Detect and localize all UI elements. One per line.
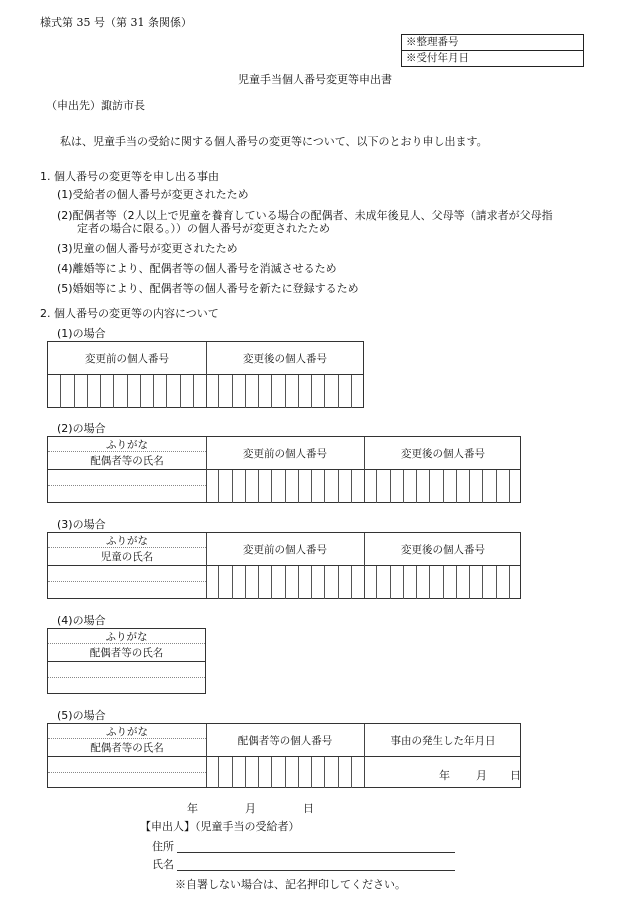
applicant-heading: 【申出人】（児童手当の受給者） <box>140 820 300 833</box>
case2-table <box>47 436 521 503</box>
footer-day-label: 日 <box>303 802 314 815</box>
case3-before-header: 変更前の個人番号 <box>243 543 327 556</box>
document-title: 児童手当個人番号変更等申出書 <box>238 73 392 86</box>
case3-after-header: 変更後の個人番号 <box>401 543 485 556</box>
case4-name-input[interactable] <box>48 678 205 694</box>
reason-item-5: (5)婚姻等により、配偶者等の個人番号を新たに登録するため <box>57 282 359 295</box>
case1-before-number-boxes[interactable] <box>48 375 206 408</box>
case3-name-header: 児童の氏名 <box>100 551 154 563</box>
case2-furigana-header: ふりがな <box>106 438 148 451</box>
case2-furigana-input[interactable] <box>48 470 206 485</box>
form-number: 様式第 35 号（第 31 条関係） <box>40 16 192 29</box>
case3-furigana-input[interactable] <box>48 566 206 581</box>
case5-number-boxes[interactable] <box>206 757 364 788</box>
case4-furigana-header: ふりがな <box>105 630 148 643</box>
case5-table <box>47 723 521 788</box>
case5-month-label: 月 <box>476 769 487 782</box>
name-label: 氏名 <box>152 858 174 871</box>
case5-furigana-header: ふりがな <box>106 725 148 738</box>
reason-item-1: (1)受給者の個人番号が変更されたため <box>57 188 249 201</box>
case5-furigana-input[interactable] <box>48 757 206 772</box>
case3-table <box>47 532 521 599</box>
case3-after-number-boxes[interactable] <box>364 566 522 599</box>
section1-heading: 1. 個人番号の変更等を申し出る事由 <box>40 170 219 183</box>
reason-item-3: (3)児童の個人番号が変更されたため <box>57 242 238 255</box>
signature-note: ※自署しない場合は、記名押印してください。 <box>175 878 406 891</box>
case5-date-header: 事由の発生した年月日 <box>390 734 496 747</box>
reason-item-2-continued: 定者の場合に限る。））の個人番号が変更されたため <box>77 222 330 235</box>
footer-year-label: 年 <box>187 802 198 815</box>
office-use-box <box>401 34 584 67</box>
case3-furigana-header: ふりがな <box>106 534 148 547</box>
case1-before-header: 変更前の個人番号 <box>85 352 169 365</box>
case1-label: (1)の場合 <box>57 327 106 340</box>
case3-before-number-boxes[interactable] <box>206 566 364 599</box>
case2-name-header: 配偶者等の氏名 <box>90 455 164 467</box>
name-input-line[interactable] <box>177 870 455 871</box>
case3-label: (3)の場合 <box>57 518 106 531</box>
case4-label: (4)の場合 <box>57 614 106 627</box>
addressee: （申出先）諏訪市長 <box>46 99 145 112</box>
intro-text: 私は、児童手当の受給に関する個人番号の変更等について、以下のとおり申し出ます。 <box>60 135 488 148</box>
address-input-line[interactable] <box>177 852 455 853</box>
case3-name-input[interactable] <box>48 582 206 599</box>
case5-year-label: 年 <box>439 769 450 782</box>
case2-name-input[interactable] <box>48 486 206 503</box>
case1-after-header: 変更後の個人番号 <box>243 352 327 365</box>
case5-label: (5)の場合 <box>57 709 106 722</box>
case5-number-header: 配偶者等の個人番号 <box>237 734 333 747</box>
reason-item-4: (4)離婚等により、配偶者等の個人番号を消滅させるため <box>57 262 337 275</box>
case1-table <box>47 341 364 408</box>
case4-table <box>47 628 206 694</box>
case4-name-header: 配偶者等の氏名 <box>89 647 164 659</box>
case2-after-number-boxes[interactable] <box>364 470 522 503</box>
case5-name-header: 配偶者等の氏名 <box>90 742 164 754</box>
case1-after-number-boxes[interactable] <box>206 375 364 408</box>
case2-before-number-boxes[interactable] <box>206 470 364 503</box>
case5-day-label: 日 <box>510 769 521 782</box>
office-box-reference-number: ※整理番号 <box>406 36 459 48</box>
case5-date-input[interactable] <box>364 757 522 788</box>
reason-item-2: (2)配偶者等（2人以上で児童を養育している場合の配偶者、未成年後見人、父母等（請求者が父母指 <box>57 209 553 222</box>
case2-label: (2)の場合 <box>57 422 106 435</box>
address-label: 住所 <box>152 840 174 853</box>
case2-after-header: 変更後の個人番号 <box>401 447 485 460</box>
footer-month-label: 月 <box>245 802 256 815</box>
case4-furigana-input[interactable] <box>48 662 205 677</box>
office-box-receipt-date: ※受付年月日 <box>402 50 583 66</box>
case5-name-input[interactable] <box>48 773 206 788</box>
case2-before-header: 変更前の個人番号 <box>243 447 327 460</box>
section2-heading: 2. 個人番号の変更等の内容について <box>40 307 219 320</box>
